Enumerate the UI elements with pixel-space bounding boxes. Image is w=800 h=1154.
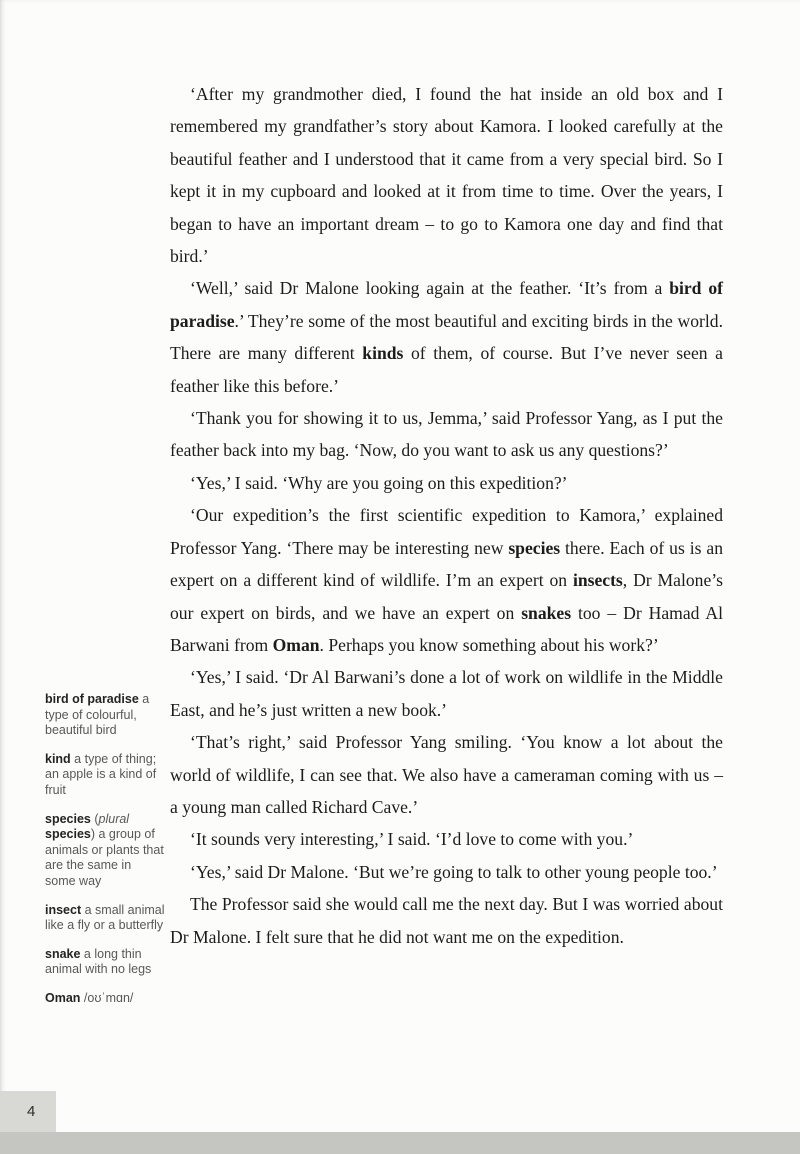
text-run: a small animal like a fly or a butterfly [45, 902, 165, 933]
bold-term: insects [572, 570, 623, 591]
text-run: ‘After my grandmother died, I found the hat inside an old box and I remembered my grandfather’s story about Kamora. I looked carefully at the beautiful feather and I understood that it came from a very special bird. So I kept it in my cupboard and looked at it from time to time. Over the years, I began to have an important dream – to go to Kamora one day and find that bird.’ [170, 84, 723, 267]
text-run: ‘That’s right,’ said Professor Yang smiling. ‘You know a lot about the world of wildlife, I can see that. We also have a cameraman coming with us – a young man called Richard Cave.’ [170, 732, 723, 817]
text-run: ‘Yes,’ I said. ‘Why are you going on this expedition?’ [190, 472, 568, 493]
glossary-entry [45, 991, 165, 1007]
bold-term: snakes [521, 602, 572, 623]
text-run: /oʊˈmɑn/ [80, 990, 134, 1005]
text-run: The Professor said she would call me the next day. But I was worried about Dr Malone. I felt sure that he did not want me on the expedition. [170, 894, 723, 947]
story-paragraph [170, 402, 723, 467]
bold-term: species [508, 537, 561, 558]
text-run: of them, of course. But I’ve never seen a feather like this before.’ [170, 343, 723, 396]
bold-term: Oman [272, 634, 320, 655]
story-paragraph [170, 823, 723, 855]
text-run: there. Each of us is an expert on a different kind of wildlife. I’m an expert on [170, 537, 723, 591]
bold-term: bird of paradise [170, 278, 723, 331]
bold-term: kinds [362, 343, 404, 364]
bold-term: species [45, 811, 91, 826]
story-paragraph [170, 888, 723, 953]
glossary-sidebar [45, 692, 165, 1020]
text-run: ‘Thank you for showing it to us, Jemma,’ said Professor Yang, as I put the feather back into my bag. ‘Now, do you want to ask us any questions?’ [170, 408, 723, 461]
bold-term: Oman [45, 990, 81, 1005]
text-run: ‘Well,’ said Dr Malone looking again at the feather. ‘It’s from a [190, 278, 670, 299]
text-run: a type of thing; an apple is a kind of fruit [45, 751, 157, 797]
story-paragraph [170, 78, 723, 272]
story-paragraph [170, 661, 723, 726]
glossary-entry [45, 903, 165, 934]
bold-term: kind [45, 751, 71, 766]
page-bottom-edge [0, 1132, 800, 1154]
bold-term: species [45, 827, 91, 842]
text-run: ( [90, 811, 99, 826]
page-number: 4 [27, 1103, 36, 1120]
text-run: ) a group of animals or plants that are the same in some way [45, 827, 164, 888]
bold-term: bird of paradise [45, 692, 139, 706]
glossary-entry [45, 812, 165, 890]
glossary-entry [45, 692, 165, 739]
text-run: .’ They’re some of the most beautiful and exciting birds in the world. There are many different [170, 310, 723, 364]
text-run: a type of colourful, beautiful bird [45, 692, 150, 738]
bold-term: snake [45, 946, 81, 961]
text-run: ‘Yes,’ I said. ‘Dr Al Barwani’s done a lot of work on wildlife in the Middle East, and he’s just written a new book.’ [170, 667, 723, 720]
story-paragraph [170, 467, 723, 499]
text-run: too – Dr Hamad Al Barwani from [170, 602, 723, 655]
story-paragraph [170, 726, 723, 823]
text-run: , Dr Malone’s our expert on birds, and we have an expert on [170, 570, 723, 623]
bold-term: insect [45, 902, 82, 917]
story-text [170, 78, 723, 953]
page-number-box [0, 1091, 56, 1132]
story-paragraph [170, 272, 723, 402]
text-run: ‘It sounds very interesting,’ I said. ‘I’d love to come with you.’ [190, 829, 634, 850]
glossary-entry [45, 947, 165, 978]
text-run: . Perhaps you know something about his work?’ [319, 634, 659, 655]
text-run: a long thin animal with no legs [45, 946, 152, 977]
italic-run: plural [98, 811, 130, 826]
glossary-entry [45, 752, 165, 799]
story-paragraph [170, 856, 723, 888]
text-run: ‘Yes,’ said Dr Malone. ‘But we’re going to talk to other young people too.’ [190, 861, 718, 882]
story-paragraph [170, 499, 723, 661]
text-run: ‘Our expedition’s the first scientific expedition to Kamora,’ explained Professor Yang. ‘There may be interesting new [170, 505, 723, 558]
